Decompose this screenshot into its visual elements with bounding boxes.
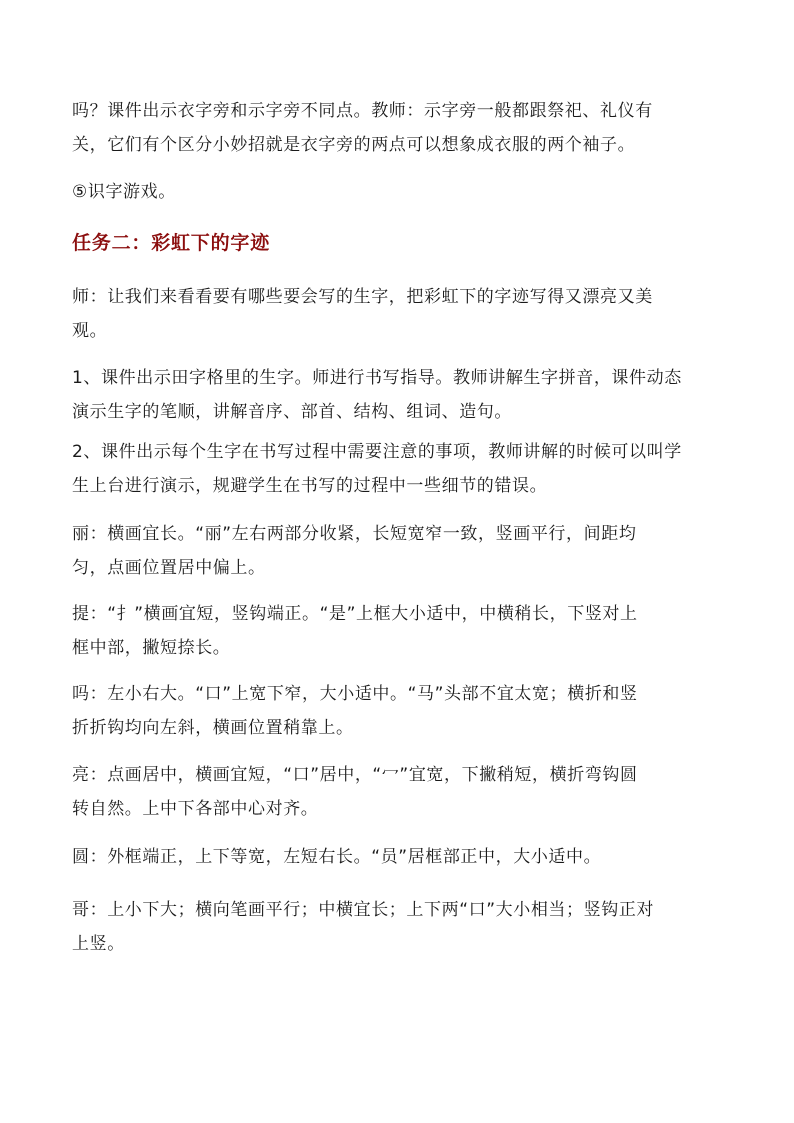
paragraph-radical-comparison bbox=[72, 94, 722, 162]
text-line: 提：“扌”横画宜短，竖钩端正。“是”上框大小适中，中横稍长，下竖对上 bbox=[72, 604, 638, 624]
text-line: 演示生字的笔顺，讲解音序、部首、结构、组词、造句。 bbox=[72, 402, 512, 422]
text-line: 观。 bbox=[72, 321, 108, 341]
text-line: 师：让我们来看看要有哪些要会写的生字，把彩虹下的字迹写得又漂亮又美 bbox=[72, 287, 653, 307]
paragraph-char-ma bbox=[72, 677, 722, 745]
text-line: 匀，点画位置居中偏上。 bbox=[72, 558, 266, 578]
paragraph-step-one bbox=[72, 361, 722, 429]
text-line: ⑤识字游戏。 bbox=[72, 182, 176, 202]
text-line: 关，它们有个区分小妙招就是衣字旁的两点可以想象成衣服的两个袖子。 bbox=[72, 135, 636, 155]
paragraph-step-two bbox=[72, 435, 722, 503]
text-line: 吗：左小右大。“口”上宽下窄，大小适中。“马”头部不宜太宽；横折和竖 bbox=[72, 684, 638, 704]
text-line: 转自然。上中下各部中心对齐。 bbox=[72, 799, 319, 819]
text-line: 亮：点画居中，横画宜短，“口”居中，“冖”宜宽，下撇稍短，横折弯钩圆 bbox=[72, 765, 638, 785]
paragraph-char-yuan bbox=[72, 840, 722, 874]
text-line: 丽：横画宜长。“丽”左右两部分收紧，长短宽窄一致，竖画平行，间距均 bbox=[72, 524, 637, 544]
paragraph-char-ti bbox=[72, 597, 722, 665]
text-line: 生上台进行演示，规避学生在书写的过程中一些细节的错误。 bbox=[72, 476, 548, 496]
text-line: 吗？课件出示衣字旁和示字旁不同点。教师：示字旁一般都跟祭祀、礼仪有 bbox=[72, 101, 653, 121]
text-line: 圆：外框端正，上下等宽，左短右长。“员”居框部正中，大小适中。 bbox=[72, 847, 602, 867]
paragraph-literacy-game bbox=[72, 175, 722, 209]
text-line: 1、课件出示田字格里的生字。师进行书写指导。教师讲解生字拼音，课件动态 bbox=[72, 368, 682, 388]
paragraph-char-li bbox=[72, 517, 722, 585]
text-line: 哥：上小下大；横向笔画平行；中横宜长；上下两“口”大小相当；竖钩正对 bbox=[72, 900, 655, 920]
paragraph-char-ge bbox=[72, 893, 722, 961]
text-line: 折折钩均向左斜，横画位置稍靠上。 bbox=[72, 718, 354, 738]
text-line: 框中部，撇短捺长。 bbox=[72, 638, 231, 658]
section-heading-task-two: 任务二：彩虹下的字迹 bbox=[72, 232, 271, 254]
text-line: 上竖。 bbox=[72, 934, 125, 954]
paragraph-teacher-intro bbox=[72, 280, 722, 348]
text-line: 2、课件出示每个生字在书写过程中需要注意的事项，教师讲解的时候可以叫学 bbox=[72, 442, 682, 462]
paragraph-char-liang bbox=[72, 758, 722, 826]
